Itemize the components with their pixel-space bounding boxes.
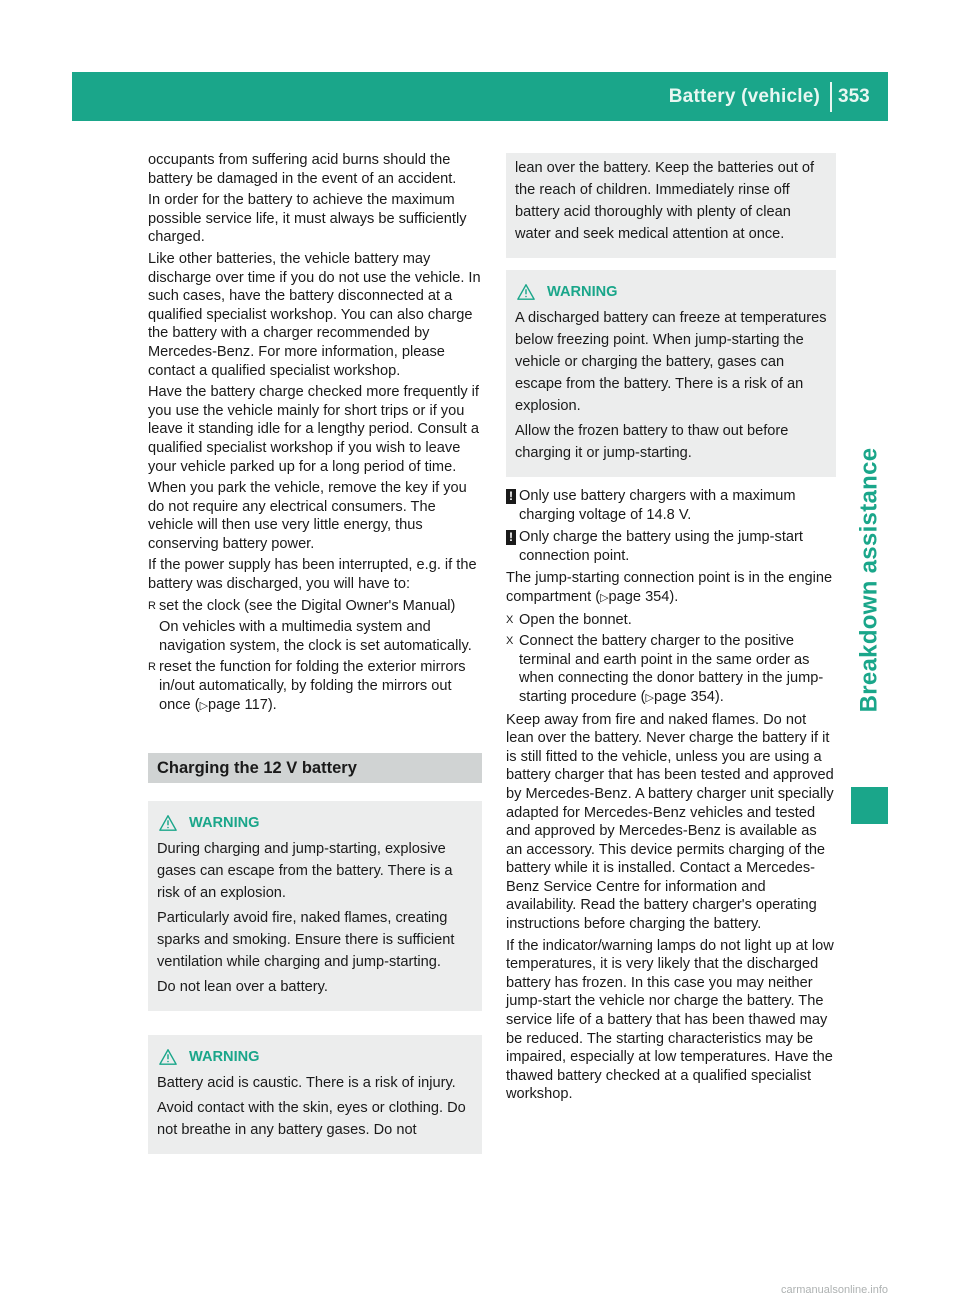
page-reference-link[interactable]: page 354). (608, 588, 679, 605)
exclamation-icon: ! (506, 530, 516, 545)
step-text: Connect the battery charger to the positive terminal and earth point in the same order as when connecting the donor battery in the jump-starting procedure ( (519, 633, 824, 705)
warning-header (517, 282, 828, 302)
bullet-icon: R (148, 661, 156, 674)
warning-text: Do not lean over a battery. (157, 979, 328, 996)
bullet-icon: R (148, 599, 156, 612)
spacer (506, 477, 836, 487)
bullet-subtext: On vehicles with a multimedia system and navigation system, the clock is set automatically. (159, 619, 472, 654)
list-item (148, 658, 482, 715)
warning-triangle-icon (159, 1048, 177, 1066)
page-header-title: Battery (vehicle) (668, 86, 820, 107)
warning-box (506, 270, 836, 477)
spacer (506, 258, 836, 270)
warning-text: Allow the frozen battery to thaw out before charging it or jump-starting. (515, 423, 789, 461)
paragraph: If the power supply has been interrupted, e.g. if the battery was discharged, you will have to: (148, 557, 477, 593)
warning-text: During charging and jump-starting, explosive gases can escape from the battery. There is a risk of an explosion. (157, 841, 453, 902)
warning-text: lean over the battery. Keep the batteries out of the reach of children. Immediately rinse off battery acid thoroughly with plenty of clean water and seek medical attention at once. (515, 160, 815, 242)
step-item (506, 611, 836, 630)
warning-box (148, 801, 482, 1011)
step-arrow-icon: X (506, 635, 514, 648)
note-text: Only use battery chargers with a maximum charging voltage of 14.8 V. (519, 488, 796, 523)
step-text: Open the bonnet. (519, 611, 632, 628)
bullet-text: set the clock (see the Digital Owner's Manual) (159, 597, 456, 614)
paragraph: Have the battery charge checked more frequently if you use the vehicle mainly for short trips or if you leave it standing idle for a lengthy period. Consult a qualified specialist workshop if you wish to leave your vehicle parked up for a long period of time. (148, 384, 479, 475)
page-ref-icon: ▷ (645, 691, 655, 704)
section-heading: Charging the 12 V battery (148, 753, 482, 783)
list-item (148, 597, 482, 616)
side-tab-marker (851, 787, 888, 824)
left-column (148, 151, 482, 1154)
page-number: 353 (838, 86, 870, 107)
note-item (506, 528, 836, 565)
paragraph: In order for the battery to achieve the maximum possible service life, it must always be sufficiently charged. (148, 192, 467, 246)
warning-text: A discharged battery can freeze at temperatures below freezing point. When jump-starting the vehicle or charging the battery, gases can escape from the battery. There is a risk of an explosion. (515, 310, 827, 414)
warning-box-continued (506, 153, 836, 258)
warning-header (159, 1047, 474, 1067)
bullet-text: reset the function for folding the exterior mirrors in/out automatically, by folding the mirrors out once ( (159, 659, 466, 713)
paragraph-text: The jump-starting connection point is in the engine compartment ( (506, 570, 833, 605)
footer-watermark: carmanualsonline.info (780, 1284, 888, 1296)
warning-text: Avoid contact with the skin, eyes or clothing. Do not breathe in any battery gases. Do not (157, 1100, 466, 1139)
paragraph: When you park the vehicle, remove the key if you do not require any electrical consumers. The vehicle will then use very little energy, thus conserving battery power. (148, 480, 467, 552)
side-tab-label: Breakdown assistance (855, 447, 883, 713)
step-item (506, 632, 836, 707)
warning-triangle-icon (517, 283, 535, 301)
step-arrow-icon: X (506, 613, 514, 626)
exclamation-icon: ! (506, 489, 516, 504)
note-text: Only charge the battery using the jump-start connection point. (519, 529, 803, 564)
paragraph: Keep away from fire and naked flames. Do not lean over the battery. Never charge the battery if it is still fitted to the vehicle, unless you are using a battery charger that has been tested and approved by Mercedes-Benz. A battery charger unit specially adapted for Mercedes-Benz vehicles and tested and approved by Mercedes-Benz is available as an accessory. This device permits charging of the battery while it is installed. Contact a Mercedes-Benz Service Centre for information and availability. Read the battery charger's operating instructions before charging the battery. (506, 711, 834, 933)
header-divider (830, 82, 832, 112)
warning-label: WARNING (189, 815, 260, 832)
paragraph: Like other batteries, the vehicle battery may discharge over time if you do not use the vehicle. In such cases, have the battery disconnected at a qualified specialist workshop. You can also charge the battery with a charger recommended by Mercedes-Benz. For more information, please contact a qualified specialist workshop. (148, 250, 481, 379)
page-reference-link[interactable]: page 117). (208, 696, 277, 713)
paragraph: If the indicator/warning lamps do not light up at low temperatures, it is very likely that the discharged battery has frozen. In this case you may neither jump-start the vehicle nor charge the battery. The service life of a battery that has been thawed may be reduced. The starting characteristics may be impaired, especially at low temperatures. Have the thawed battery checked at a qualified specialist workshop. (506, 937, 834, 1103)
paragraph: occupants from suffering acid burns should the battery be damaged in the event of an accident. (148, 152, 457, 187)
paragraph (506, 569, 836, 607)
warning-triangle-icon (159, 814, 177, 832)
section-side-tab (850, 447, 888, 713)
warning-text: Battery acid is caustic. There is a risk of injury. (157, 1075, 456, 1092)
right-column (506, 153, 836, 1107)
page-reference-link[interactable]: page 354). (654, 688, 724, 705)
note-item (506, 487, 836, 524)
warning-box (148, 1035, 482, 1154)
warning-header (159, 813, 474, 833)
warning-label: WARNING (189, 1049, 260, 1066)
spacer (148, 1011, 482, 1035)
page-ref-icon: ▷ (199, 699, 209, 712)
page-ref-icon: ▷ (600, 591, 609, 604)
warning-label: WARNING (547, 284, 618, 300)
warning-text: Particularly avoid fire, naked flames, creating sparks and smoking. Ensure there is sufficient ventilation while charging and jump-starting. (157, 910, 455, 971)
